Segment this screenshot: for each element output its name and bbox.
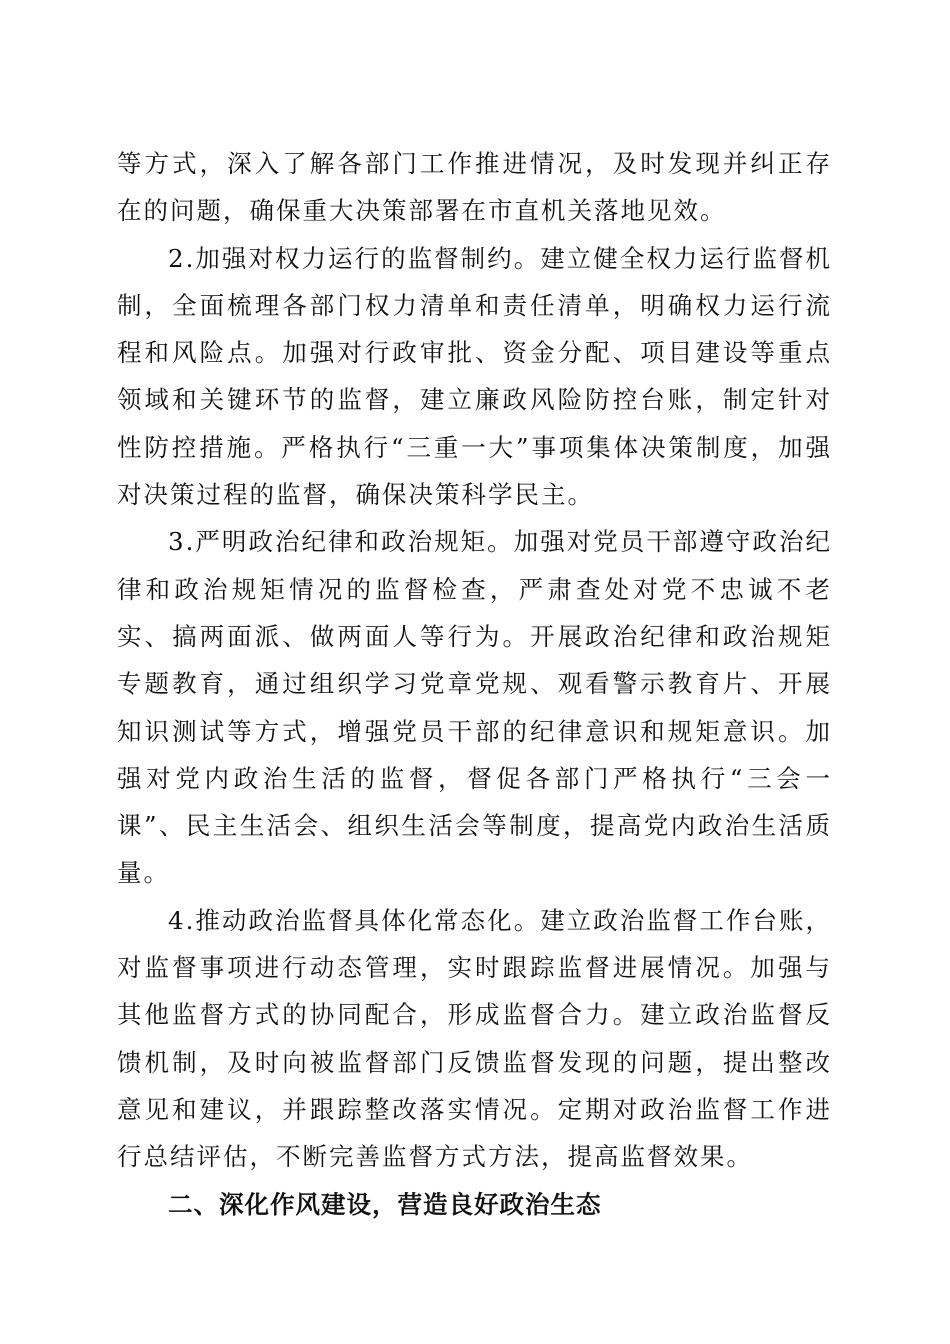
paragraph-continuation: 等方式，深入了解各部门工作推进情况，及时发现并纠正存在的问题，确保重大决策部署在市直机关落地见效。 [117, 149, 832, 226]
paragraph-item-3: 3.严明政治纪律和政治规矩。加强对党员干部遵守政治纪律和政治规矩情况的监督检查，严肃查处对党不忠诚不老实、搞两面派、做两面人等行为。开展政治纪律和政治规矩专题教育，通过组织学习党章党规、观看警示教育片、开展知识测试等方式，增强党员干部的纪律意识和规矩意识。加强对党内政治生活的监督，督促各部门严格执行“三会一课”、民主生活会、组织生活会等制度，提高党内政治生活质量。 [117, 527, 832, 888]
document-body [117, 140, 832, 1228]
section-heading: 二、深化作风建设，营造良好政治生态 [168, 1189, 602, 1219]
paragraph-item-2: 2.加强对权力运行的监督制约。建立健全权力运行监督机制，全面梳理各部门权力清单和责任清单，明确权力运行流程和风险点。加强对行政审批、资金分配、项目建设等重点领域和关键环节的监督，建立廉政风险防控台账，制定针对性防控措施。严格执行“三重一大”事项集体决策制度，加强对决策过程的监督，确保决策科学民主。 [117, 243, 832, 510]
paragraph-item-4: 4.推动政治监督具体化常态化。建立政治监督工作台账，对监督事项进行动态管理，实时跟踪监督进展情况。加强与其他监督方式的协同配合，形成监督合力。建立政治监督反馈机制，及时向被监督部门反馈监督发现的问题，提出整改意见和建议，并跟踪整改落实情况。定期对政治监督工作进行总结评估，不断完善监督方式方法，提高监督效果。 [117, 905, 832, 1172]
